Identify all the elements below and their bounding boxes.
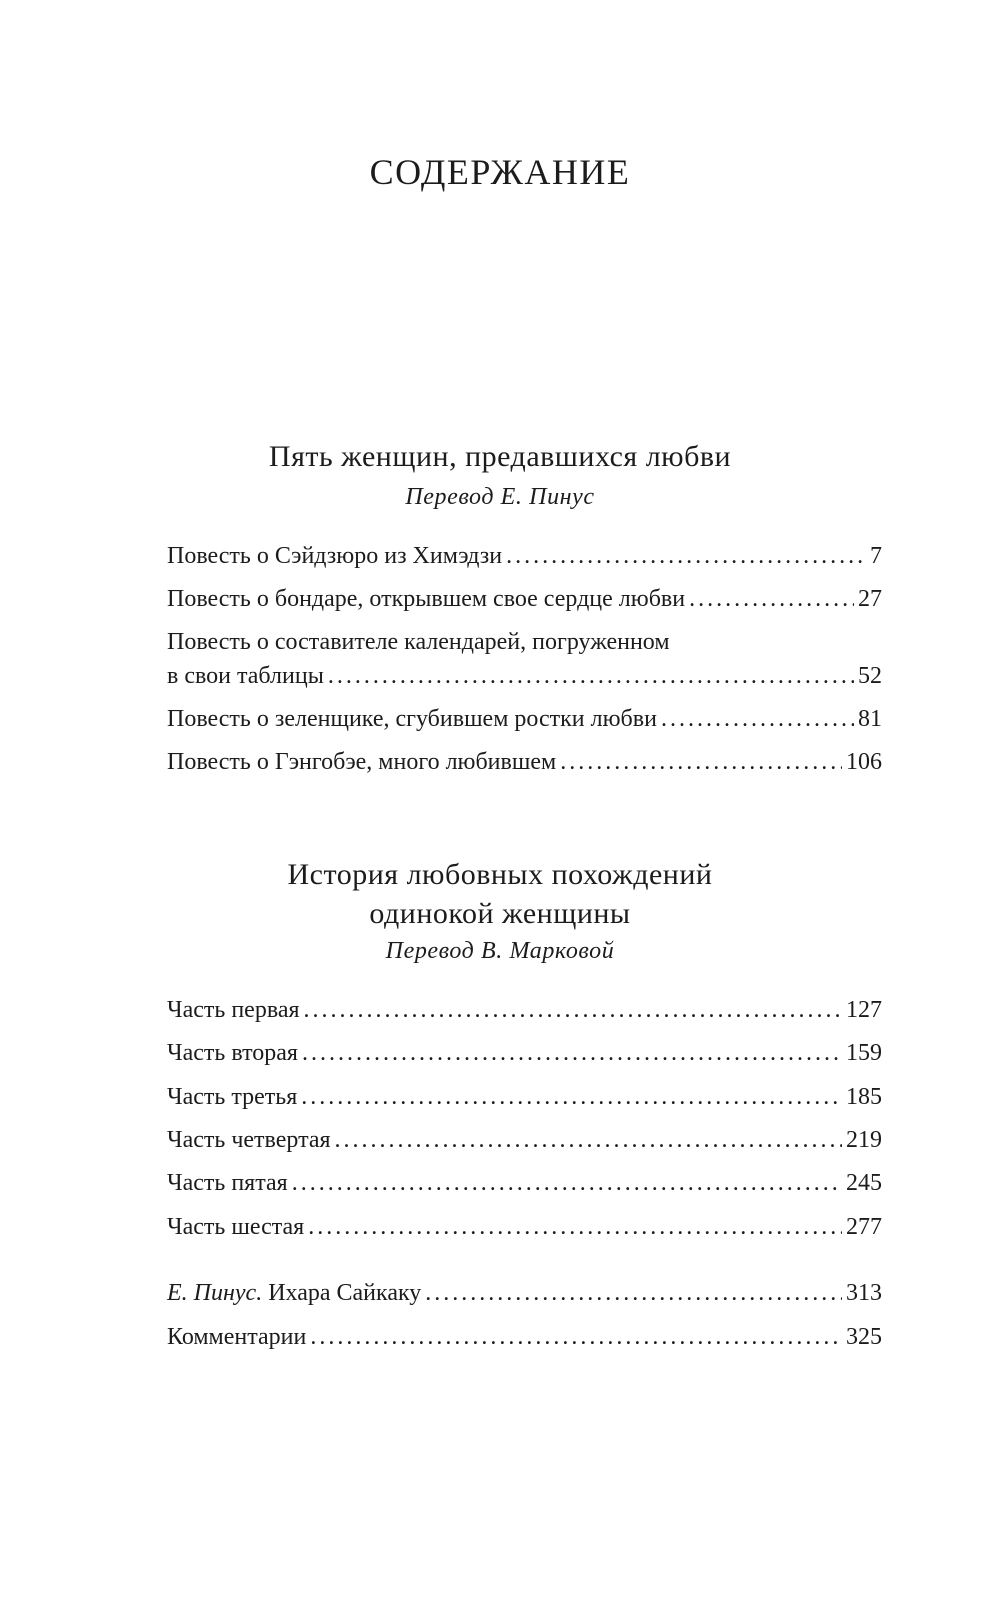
toc-entry-seidzuro[interactable]: [167, 539, 882, 573]
leader-dots: [328, 659, 854, 693]
toc-entry-title-line2: в свои таблицы: [167, 663, 324, 689]
toc-page-number: 325: [846, 1324, 882, 1350]
toc-entry-part-5[interactable]: [167, 1166, 882, 1200]
toc-entry-part-3[interactable]: [167, 1080, 882, 1114]
leader-dots: [661, 702, 854, 736]
toc-entry-title: Часть третья: [167, 1084, 298, 1110]
toc-entry-title: Повесть о Гэнгобэе, много любившем: [167, 749, 557, 775]
toc-page-number: 159: [846, 1040, 882, 1066]
leader-dots: [689, 582, 854, 616]
toc-entry-gengobei[interactable]: [167, 745, 882, 779]
toc-entry-title: Часть четвертая: [167, 1127, 331, 1153]
section-title-lonely-woman-line1: История любовных похождений: [287, 858, 713, 891]
translator-credit-pinus: Перевод Е. Пинус: [405, 484, 595, 510]
page-title: СОДЕРЖАНИЕ: [369, 152, 631, 192]
toc-entry-title: [167, 1276, 421, 1310]
toc-entry-bondar[interactable]: [167, 582, 882, 616]
toc-entry-commentary[interactable]: [167, 1320, 882, 1354]
leader-dots: [304, 993, 842, 1027]
leader-dots: [301, 1080, 842, 1114]
leader-dots: [308, 1210, 842, 1244]
toc-entry-title: Повесть о бондаре, открывшем свое сердце любви: [167, 586, 686, 612]
toc-page-number: 52: [858, 663, 882, 689]
toc-page-number: 277: [846, 1214, 882, 1240]
toc-entry-title: Повесть о зеленщике, сгубившем ростки любви: [167, 706, 657, 732]
leader-dots: [292, 1166, 842, 1200]
toc-entry-title: Повесть о Сэйдзюро из Химэдзи: [167, 543, 503, 569]
toc-page-number: 313: [846, 1280, 882, 1306]
essay-author: Е. Пинус.: [167, 1280, 263, 1306]
toc-entry-essay-saikaku[interactable]: [167, 1276, 882, 1310]
toc-entry-part-6[interactable]: [167, 1210, 882, 1244]
leader-dots: [506, 539, 866, 573]
toc-page-number: 81: [858, 706, 882, 732]
toc-entry-part-1[interactable]: [167, 993, 882, 1027]
toc-entry-part-2[interactable]: [167, 1036, 882, 1070]
toc-page-number: 127: [846, 997, 882, 1023]
toc-entry-greengrocer[interactable]: [167, 702, 882, 736]
toc-entry-part-4[interactable]: [167, 1123, 882, 1157]
essay-title: Ихара Сайкаку: [268, 1280, 422, 1306]
toc-page-number: 106: [846, 749, 882, 775]
toc-entry-title: Комментарии: [167, 1324, 307, 1350]
leader-dots: [302, 1036, 842, 1070]
leader-dots: [310, 1320, 842, 1354]
leader-dots: [560, 745, 842, 779]
toc-entry-title: Часть вторая: [167, 1040, 298, 1066]
toc-entry-title: Часть пятая: [167, 1170, 288, 1196]
toc-page-number: 245: [846, 1170, 882, 1196]
toc-entry-title: Часть шестая: [167, 1214, 305, 1240]
toc-page-number: 219: [846, 1127, 882, 1153]
toc-page-number: 7: [870, 543, 882, 569]
toc-entry-title: Часть первая: [167, 997, 300, 1023]
translator-credit-markova: Перевод В. Марковой: [385, 938, 615, 964]
toc-page-number: 27: [858, 586, 882, 612]
toc-entry-calendar-maker[interactable]: [167, 625, 882, 693]
section-title-lonely-woman-line2: одинокой женщины: [369, 897, 631, 930]
leader-dots: [335, 1123, 842, 1157]
leader-dots: [425, 1276, 842, 1310]
section-title-five-women: Пять женщин, предавшихся любви: [268, 440, 732, 473]
toc-page-number: 185: [846, 1084, 882, 1110]
toc-entry-title-line1: Повесть о составителе календарей, погруженном: [167, 629, 670, 655]
